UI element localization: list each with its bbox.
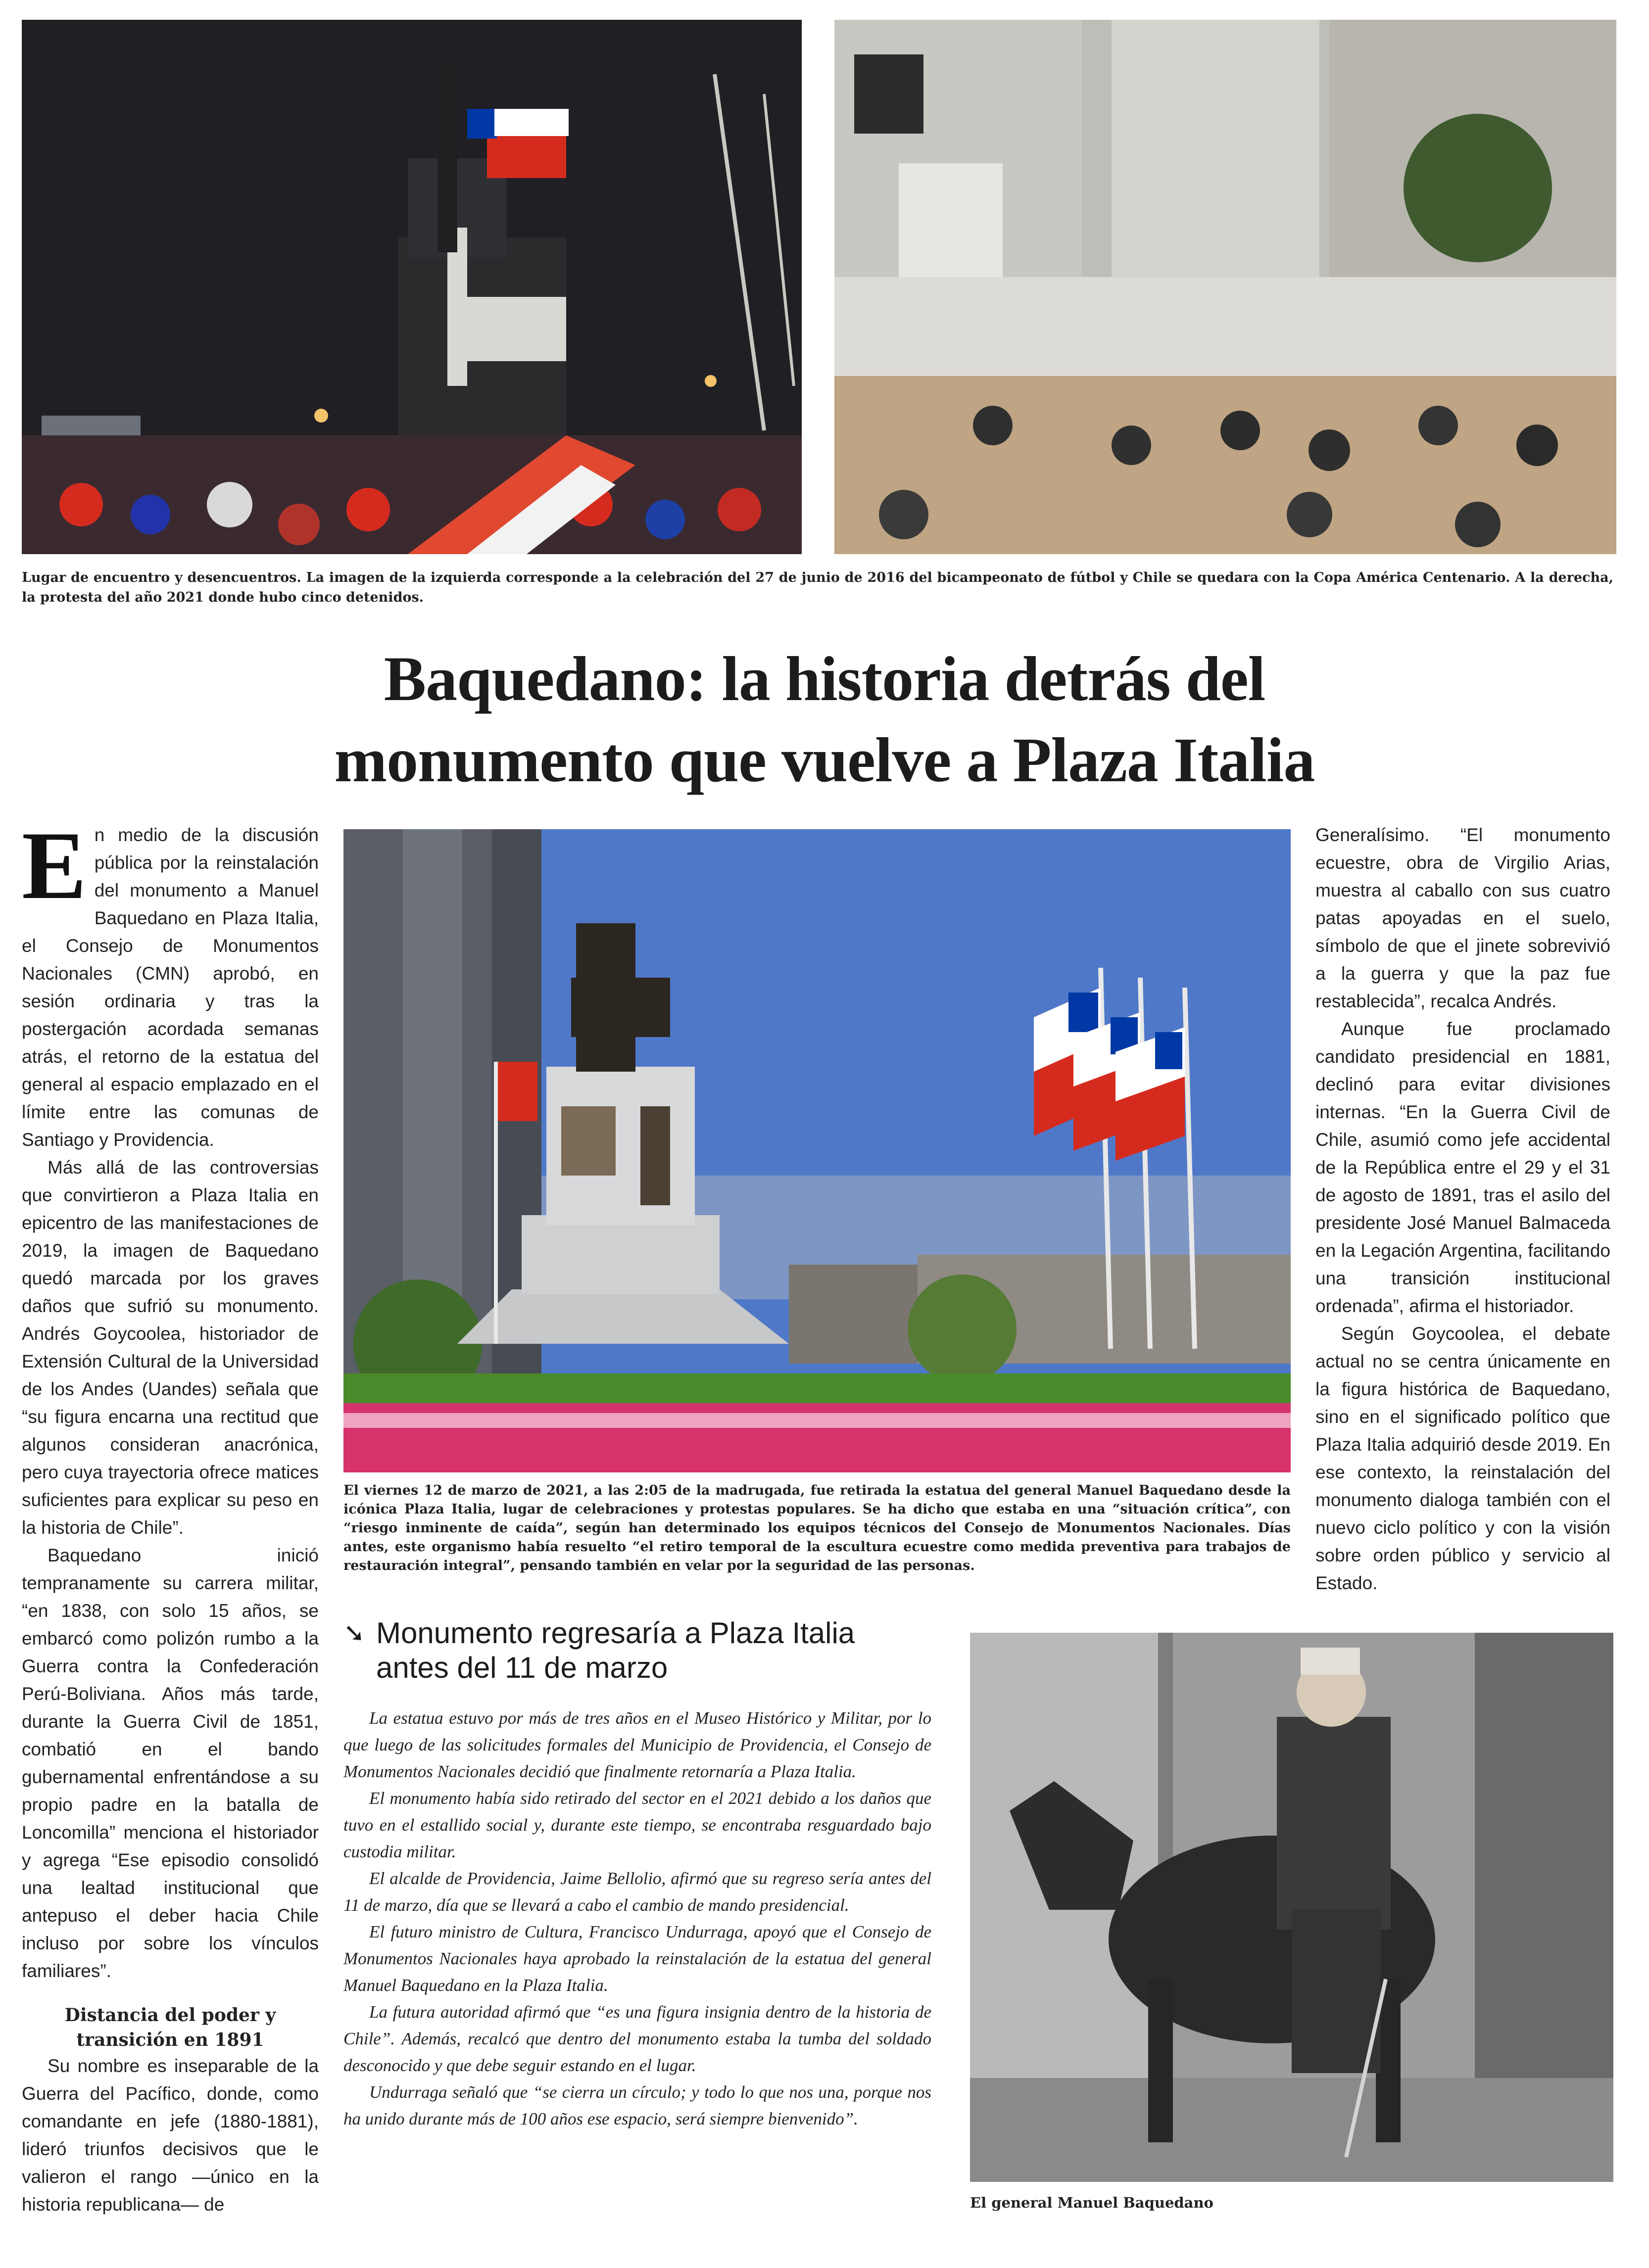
sidebar-paragraph-2: El monumento había sido retirado del sector en el 2021 debido a los daños que tuvo en el estallido social y, durante este tiempo, se encontraba resguardado bajo custodia militar. <box>343 1789 931 1861</box>
subhead-line-2: transición en 1891 <box>76 2030 264 2050</box>
sidebar-title <box>343 1616 931 1685</box>
headline-line-1: Baquedano: la historia detrás del <box>384 644 1265 714</box>
sidebar-paragraph-3: El alcalde de Providencia, Jaime Bellolio, afirmó que su regreso sería antes del 11 de marzo, día que se llevará a cabo el cambio de mando presidencial. <box>343 1869 931 1915</box>
top-caption-lead: Lugar de encuentro y desencuentros. <box>22 570 301 585</box>
left-paragraph-3: Baquedano inició tempranamente su carrera militar, “en 1838, con solo 15 años, se embarcó como polizón rumbo a la Guerra contra la Confederación Perú-Boliviana. Años más tarde, durante la Guerra Civil de 1851, combatió en el bando gubernamental enfrentándose a su propio padre en la batalla de Loncomilla” menciona el historiador y agrega “Ese episodio consolidó una lealtad institucional que antepuso el deber hacia Chile incluso por sobre los vínculos familiares”. <box>22 1545 319 1981</box>
sidebar-body <box>343 1705 931 2132</box>
sidebar-title-line-2: antes del 11 de marzo <box>376 1651 668 1684</box>
left-article-column <box>22 812 319 2219</box>
right-paragraph-1: Generalísimo. “El monumento ecuestre, obra de Virgilio Arias, muestra al caballo con sus cuatro patas apoyadas en el suelo, símbolo de que el jinete sobrevivió a la guerra y que la paz fue restablecida”, recalca Andrés. <box>1315 825 1610 1011</box>
top-caption-text: La imagen de la izquierda corresponde a la celebración del 27 de junio de 2016 del bicampeonato de fútbol y Chile se quedara con la Copa América Centenario. A la derecha, la protesta del año 2021 donde hubo cinco detenidos. <box>22 570 1613 605</box>
monument-photo <box>343 829 1291 1472</box>
top-photos-caption <box>22 568 1613 608</box>
headline <box>148 638 1501 801</box>
sidebar-paragraph-1: La estatua estuvo por más de tres años en el Museo Histórico y Militar, por lo que luego de las solicitudes formales del Municipio de Providencia, el Consejo de Monumentos Nacionales decidió que finalmente retornaría a Plaza Italia. <box>343 1708 931 1781</box>
sidebar-paragraph-4: El futuro ministro de Cultura, Francisco Undurraga, apoyó que el Consejo de Monumentos Nacionales haya aprobado la reinstalación de la estatua del general Manuel Baquedano en la Plaza Italia. <box>343 1922 931 1995</box>
monument-photo-caption: El viernes 12 de marzo de 2021, a las 2:05 de la madrugada, fue retirada la estatua del general Manuel Baquedano desde la icónica Plaza Italia, lugar de celebraciones y protestas populares. Se ha dicho que estaba en una “situación crítica”, con “riesgo inminente de caída”, según han determinado los equipos técnicos del Consejo de Monumentos Nacionales. Días antes, este organismo había resuelto “el retiro temporal de la escultura ecuestre como medida preventiva para trabajos de restauración integral”, pensando también en velar por la seguridad de las personas. <box>343 1483 1291 1573</box>
sidebar-box <box>343 1616 931 2132</box>
section-subhead <box>22 2003 319 2052</box>
left-paragraph-2: Más allá de las controversias que convirtieron a Plaza Italia en epicentro de las manifestaciones de 2019, la imagen de Baquedano quedó marcada por los graves daños que sufrió su monumento. Andrés Goycoolea, historiador de Extensión Cultural de la Universidad de los Andes (Uandes) señala que “su figura encarna una rectitud que algunos consideran anacrónica, pero cuya trayectoria ofrece matices suficientes para explicar su peso en la historia de Chile”. <box>22 1157 319 1538</box>
celebration-photo <box>22 20 802 554</box>
left-paragraph-1: n medio de la discusión pública por la reinstalación del monumento a Manuel Baquedano en Plaza Italia, el Consejo de Monumentos Nacionales (CMN) aprobó, en sesión ordinaria y tras la postergación acordada semanas atrás, el retorno de la estatua del general al espacio emplazado en el límite entre las comunas de Santiago y Providencia. <box>22 825 319 1150</box>
subhead-line-1: Distancia del poder y <box>64 2005 276 2026</box>
right-paragraph-2: Aunque fue proclamado candidato presidencial en 1881, declinó para evitar divisiones internas. “En la Guerra Civil de Chile, asumió como jefe accidental de la República entre el 29 y el 31 de agosto de 1891, tras el asilo del presidente José Manuel Balmaceda en la Legación Argentina, facilitando una transición institucional ordenada”, afirma el historiador. <box>1315 1019 1610 1316</box>
sidebar-paragraph-5: La futura autoridad afirmó que “es una figura insignia dentro de la historia de Chile”. Además, recalcó que dentro del monumento estaba la tumba del soldado desconocido y que debe seguir estando en el lugar. <box>343 2002 931 2075</box>
sidebar-title-line-1: Monumento regresaría a Plaza Italia <box>376 1616 855 1650</box>
portrait-photo <box>970 1633 1613 2182</box>
arrow-icon: ➘ <box>343 1618 365 1648</box>
portrait-caption: El general Manuel Baquedano <box>970 2194 1213 2211</box>
drop-cap: E <box>22 812 87 919</box>
left-paragraph-4: Su nombre es inseparable de la Guerra del Pacífico, donde, como comandante en jefe (1880-1881), lideró triunfos decisivos que le valieron el rango —único en la historia republicana— de <box>22 2056 319 2215</box>
headline-line-2: monumento que vuelve a Plaza Italia <box>334 725 1315 795</box>
right-paragraph-3: Según Goycoolea, el debate actual no se centra únicamente en la figura histórica de Baquedano, sino en el significado político que Plaza Italia adquirió desde 2019. En ese contexto, la reinstalación del monumento dialoga también con el nuevo ciclo político y con la visión sobre orden público y servicio al Estado. <box>1315 1323 1610 1593</box>
right-article-column <box>1315 821 1610 1597</box>
sidebar-paragraph-6: Undurraga señaló que “se cierra un círculo; y todo lo que nos una, porque nos ha unido durante más de 100 años ese espacio, será siempre bienvenido”. <box>343 2082 931 2128</box>
protest-photo <box>834 20 1616 554</box>
